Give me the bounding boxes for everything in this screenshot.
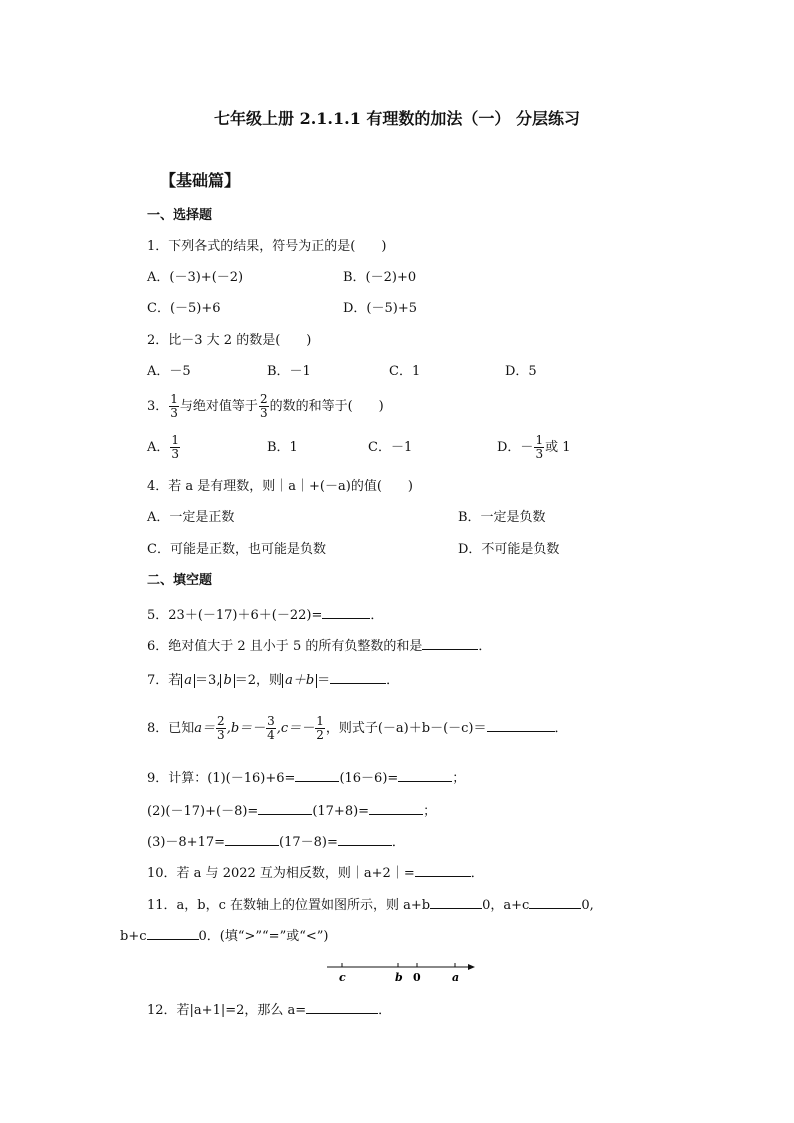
q8-b-var: ,b＝－ xyxy=(226,721,266,736)
axis-label-b: b xyxy=(395,971,403,984)
q2-option-c: C．1 xyxy=(389,364,421,379)
q12-end: ． xyxy=(378,1003,392,1018)
q12-text: 12．若|a+1|=2，那么 a= xyxy=(147,1003,307,1018)
q3-option-d xyxy=(497,433,570,463)
q3-option-b: B．1 xyxy=(267,440,298,455)
page-title: 七年级上册 2.1.1.1 有理数的加法（一） 分层练习 xyxy=(214,109,580,128)
axis-label-a: a xyxy=(452,971,460,984)
fraction-denominator: 3 xyxy=(535,447,544,461)
axis-label-c: c xyxy=(339,971,346,984)
q10-answer-blank[interactable] xyxy=(415,862,471,877)
q9-line-2 xyxy=(147,800,436,821)
axis-label-0: 0 xyxy=(413,971,421,984)
q6-text: 6．绝对值大于 2 且小于 5 的所有负整数的和是 xyxy=(147,639,423,654)
fraction-denominator: 4 xyxy=(267,728,275,742)
q9-2c: ； xyxy=(423,804,437,819)
q6-end: ． xyxy=(478,639,492,654)
number-line-figure xyxy=(322,955,478,989)
q9-2a-blank[interactable] xyxy=(258,800,312,815)
q3-suffix: 的数的和等于( ) xyxy=(269,399,384,414)
q8-a-var: a＝ xyxy=(194,721,216,736)
q3-option-a xyxy=(147,433,181,463)
q3-prefix: 3． xyxy=(147,399,169,414)
fraction-numerator: 1 xyxy=(170,392,178,406)
part2-heading: 二、填空题 xyxy=(147,573,213,588)
q9-3a-blank[interactable] xyxy=(225,831,279,846)
fraction-numerator: 1 xyxy=(171,433,180,447)
q3-option-a-fraction xyxy=(170,434,180,461)
number-line-arrow xyxy=(468,964,475,970)
q9-1a-blank[interactable] xyxy=(295,767,339,782)
fraction-denominator: 3 xyxy=(170,406,178,420)
q1-option-d: D．(－5)+5 xyxy=(343,301,418,316)
q7-end: ． xyxy=(386,673,400,688)
q7-eq1: ＝3, xyxy=(195,673,221,688)
q11-1b: 0，a+c xyxy=(482,898,530,913)
q12-answer-blank[interactable] xyxy=(306,999,378,1014)
q8-b-fraction xyxy=(266,715,276,742)
abs-a-plus-b: a＋b xyxy=(282,674,317,688)
q5-text: 5．23＋(－17)＋6＋(－22)= xyxy=(147,608,323,623)
fraction-numerator: 2 xyxy=(217,714,225,728)
q2-option-d: D．5 xyxy=(505,364,537,379)
q9-2b: (17+8)= xyxy=(312,804,370,819)
abs-b: b xyxy=(220,674,234,688)
q7-prefix: 7．若 xyxy=(147,673,182,688)
q7-eq3: ＝ xyxy=(317,673,331,688)
q3-fraction-2 xyxy=(259,393,269,420)
abs-a: a xyxy=(181,674,195,688)
q10-end: ． xyxy=(470,866,484,881)
fraction-denominator: 2 xyxy=(316,728,324,742)
option-label: A． xyxy=(147,440,170,455)
q8-expression: ，则式子(－a)＋b－(－c)＝ xyxy=(325,721,487,736)
q6-answer-blank[interactable] xyxy=(422,635,478,650)
q7-eq2: ＝2，则 xyxy=(234,673,283,688)
q11-line-1 xyxy=(147,894,594,915)
q1-option-c: C．(－5)+6 xyxy=(147,301,221,316)
q8-c-fraction xyxy=(315,715,325,742)
q8-end: ． xyxy=(554,721,568,736)
q9-line-3 xyxy=(147,831,405,852)
q8 xyxy=(147,714,568,744)
q9-3b-blank[interactable] xyxy=(338,831,392,846)
basic-section-heading: 【基础篇】 xyxy=(160,171,241,190)
q8-c-var: ,c＝－ xyxy=(276,721,315,736)
q7-answer-blank[interactable] xyxy=(330,669,386,684)
q3-fraction-1 xyxy=(169,393,179,420)
fraction-numerator: 3 xyxy=(267,714,275,728)
q3-mid: 与绝对值等于 xyxy=(179,399,258,414)
q2-option-a: A．－5 xyxy=(147,364,191,379)
q9-1b: (16－6)= xyxy=(339,771,399,786)
q5-answer-blank[interactable] xyxy=(322,604,370,619)
q11-blank-2[interactable] xyxy=(529,894,581,909)
q9-3c: ． xyxy=(391,835,405,850)
q2-stem: 2．比－3 大 2 的数是( ) xyxy=(147,333,312,348)
fraction-numerator: 2 xyxy=(259,392,268,406)
q8-answer-blank[interactable] xyxy=(487,717,555,732)
q4-stem: 4．若 a 是有理数，则｜a｜+(－a)的值( ) xyxy=(147,479,413,494)
q11-blank-3[interactable] xyxy=(147,925,199,940)
fraction-numerator: 1 xyxy=(316,714,324,728)
q1-stem: 1．下列各式的结果，符号为正的是( ) xyxy=(147,239,387,254)
part1-heading: 一、选择题 xyxy=(147,208,213,223)
q9-1c: ； xyxy=(452,771,466,786)
q9-1b-blank[interactable] xyxy=(398,767,452,782)
q1-option-b: B．(－2)+0 xyxy=(343,270,417,285)
q7 xyxy=(147,669,399,690)
q10-text: 10．若 a 与 2022 互为相反数，则｜a+2｜= xyxy=(147,866,415,881)
q4-option-b: B．一定是负数 xyxy=(458,510,546,525)
q5-end: ． xyxy=(370,608,384,623)
q3-option-c: C．－1 xyxy=(368,440,413,455)
q11-1a: 11．a，b，c 在数轴上的位置如图所示，则 a+b xyxy=(147,898,431,913)
q11-2b: 0．(填“>”“=”或“<”) xyxy=(198,929,329,944)
q9-3a: (3)－8+17= xyxy=(147,835,226,850)
q1-option-a: A．(－3)+(－2) xyxy=(147,270,244,285)
q8-a-fraction xyxy=(216,715,226,742)
q9-2a: (2)(－17)+(－8)= xyxy=(147,804,259,819)
fraction-denominator: 3 xyxy=(259,406,268,420)
q2-option-b: B．－1 xyxy=(267,364,311,379)
q9-3b: (17－8)= xyxy=(279,835,338,850)
q8-prefix: 8．已知 xyxy=(147,721,195,736)
q3-option-d-fraction xyxy=(534,434,544,461)
fraction-numerator: 1 xyxy=(535,433,544,447)
fraction-denominator: 3 xyxy=(171,447,180,461)
q3-stem xyxy=(147,392,384,422)
q11-1c: 0, xyxy=(581,898,594,913)
q9-2b-blank[interactable] xyxy=(369,800,423,815)
q4-option-a: A．一定是正数 xyxy=(147,510,235,525)
q12 xyxy=(147,999,391,1020)
q9-1a: 9．计算：(1)(－16)+6= xyxy=(147,771,296,786)
option-label: D．－ xyxy=(497,440,534,455)
q11-blank-1[interactable] xyxy=(430,894,482,909)
q10 xyxy=(147,862,484,883)
q5 xyxy=(147,604,383,625)
fraction-denominator: 3 xyxy=(217,728,225,742)
option-suffix: 或 1 xyxy=(545,440,571,455)
q9-line-1 xyxy=(147,767,465,788)
q6 xyxy=(147,635,491,656)
q11-2a: b+c xyxy=(120,929,147,944)
q4-option-d: D．不可能是负数 xyxy=(458,542,560,557)
q11-line-2 xyxy=(120,925,328,946)
q4-option-c: C．可能是正数，也可能是负数 xyxy=(147,542,326,557)
